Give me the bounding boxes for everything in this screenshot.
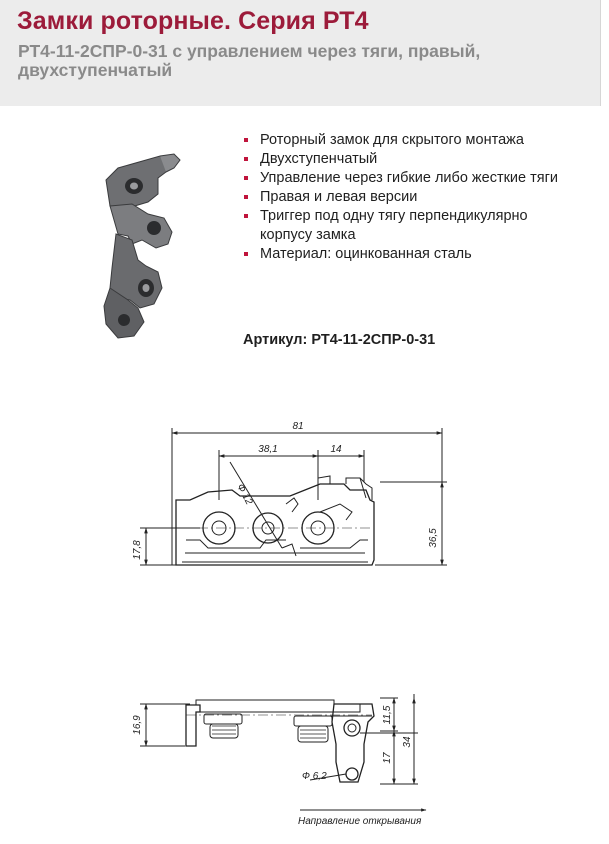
feature-item: Управление через гибкие либо жесткие тяги <box>242 169 562 188</box>
article-number: Артикул: РТ4-11-2СПР-0-31 <box>243 332 436 348</box>
feature-item: Материал: оцинкованная сталь <box>242 245 562 264</box>
page-subtitle: РТ4-11-2СПР-0-31 с управлением через тяги, правый, двухступенчатый <box>18 41 481 80</box>
dimension-center-distance: 38,1 <box>258 444 278 455</box>
page-title: Замки роторные. Серия РТ4 <box>17 7 369 35</box>
opening-direction-label: Направление открывания <box>298 816 422 827</box>
dimension-height: 36,5 <box>428 528 439 548</box>
front-view <box>140 428 447 565</box>
dimension-offset: 14 <box>330 444 342 455</box>
dimension-pin-diameter: Ф 6,2 <box>302 771 327 782</box>
lock-photo <box>88 148 198 344</box>
technical-drawing <box>0 400 609 844</box>
feature-list <box>242 131 562 264</box>
dimension-upper-height: 11,5 <box>382 705 393 725</box>
header-banner <box>0 0 601 106</box>
feature-item: Двухступенчатый <box>242 150 562 169</box>
dimension-lower-height: 17 <box>382 752 393 764</box>
feature-item: Роторный замок для скрытого монтажа <box>242 131 562 150</box>
feature-item: Триггер под одну тягу перпендикулярно корпусу замка <box>242 207 562 245</box>
feature-item: Правая и левая версии <box>242 188 562 207</box>
dimension-total-height: 34 <box>402 736 413 748</box>
dimension-hole-diameter: Ф 12 <box>234 482 255 507</box>
dimension-side-height: 16,9 <box>132 715 143 735</box>
dimension-left-height: 17,8 <box>132 540 143 560</box>
dimension-width: 81 <box>292 421 304 432</box>
